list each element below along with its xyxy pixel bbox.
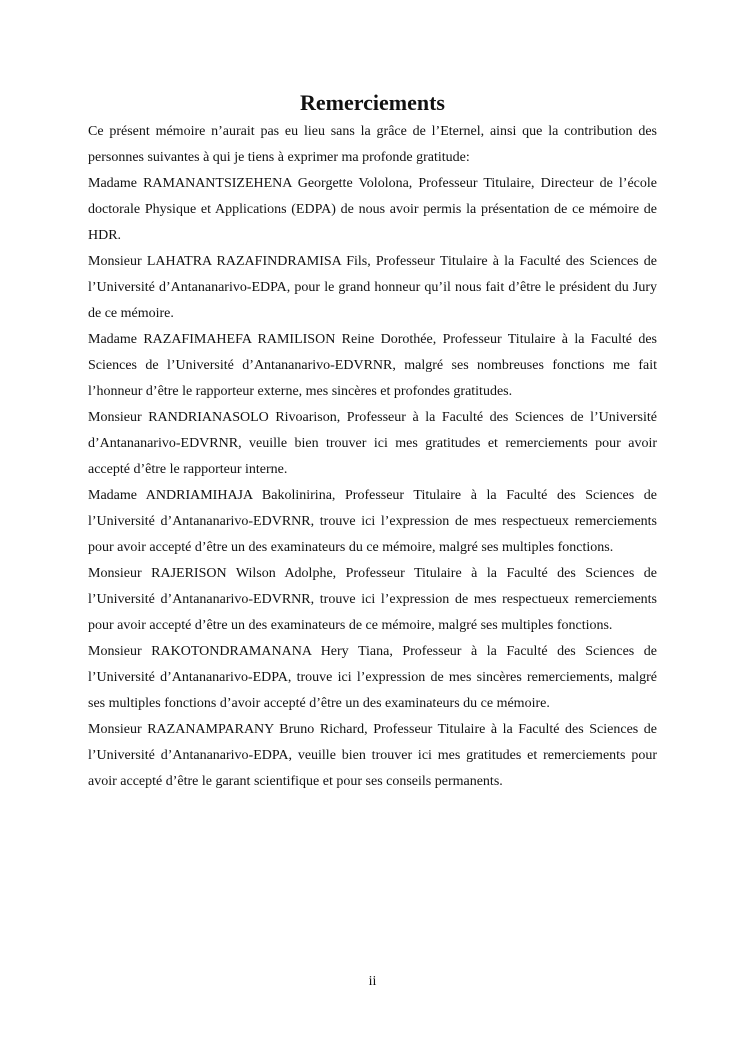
paragraph-intro: Ce présent mémoire n’aurait pas eu lieu sans la grâce de l’Eternel, ainsi que la contribution des personnes suivantes à qui je tiens à exprimer ma profonde gratitude:: [88, 124, 657, 165]
paragraph-ramanantsizehena: Madame RAMANANTSIZEHENA Georgette Vololona, Professeur Titulaire, Directeur de l’école doctorale Physique et Applications (EDPA) de nous avoir permis la présentation de ce mémoire de HDR.: [88, 176, 657, 243]
paragraph-randrianasolo: Monsieur RANDRIANASOLO Rivoarison, Professeur à la Faculté des Sciences de l’Université d’Antananarivo-EDVRNR, veuille bien trouver ici mes gratitudes et remerciements pour avoir accepté d’être le rapporteur interne.: [88, 410, 657, 477]
page-title: Remerciements: [300, 90, 445, 115]
paragraph-razafimahefa: Madame RAZAFIMAHEFA RAMILISON Reine Dorothée, Professeur Titulaire à la Faculté des Sciences de l’Université d’Antananarivo-EDVRNR, malgré ses nombreuses fonctions me fait l’honneur d’être le rapporteur externe, mes sincères et profondes gratitudes.: [88, 332, 657, 399]
paragraph-rajerison: Monsieur RAJERISON Wilson Adolphe, Professeur Titulaire à la Faculté des Sciences de l’Université d’Antananarivo-EDVRNR, trouve ici l’expression de mes respectueux remerciements pour avoir accepté d’être un des examinateurs de ce mémoire, malgré ses multiples fonctions.: [88, 566, 657, 633]
paragraph-andriamihaja: Madame ANDRIAMIHAJA Bakolinirina, Professeur Titulaire à la Faculté des Sciences de l’Université d’Antananarivo-EDVRNR, trouve ici l’expression de mes respectueux remerciements pour avoir accepté d’être un des examinateurs du ce mémoire, malgré ses multiples fonctions.: [88, 488, 657, 555]
paragraph-rakotondramanana: Monsieur RAKOTONDRAMANANA Hery Tiana, Professeur à la Faculté des Sciences de l’Université d’Antananarivo-EDPA, trouve ici l’expression de mes sincères remerciements, malgré ses multiples fonctions d’avoir accepté d’être un des examinateurs du ce mémoire.: [88, 644, 657, 711]
paragraph-razanamparany: Monsieur RAZANAMPARANY Bruno Richard, Professeur Titulaire à la Faculté des Sciences de l’Université d’Antananarivo-EDPA, veuille bien trouver ici mes gratitudes et remerciements pour avoir accepté d’être le garant scientifique et pour ses conseils permanents.: [88, 722, 657, 789]
document-page: [88, 88, 657, 795]
paragraph-lahatra: Monsieur LAHATRA RAZAFINDRAMISA Fils, Professeur Titulaire à la Faculté des Sciences de l’Université d’Antananarivo-EDPA, pour le grand honneur qu’il nous fait d’être le président du Jury de ce mémoire.: [88, 254, 657, 321]
page-number: ii: [368, 974, 377, 989]
